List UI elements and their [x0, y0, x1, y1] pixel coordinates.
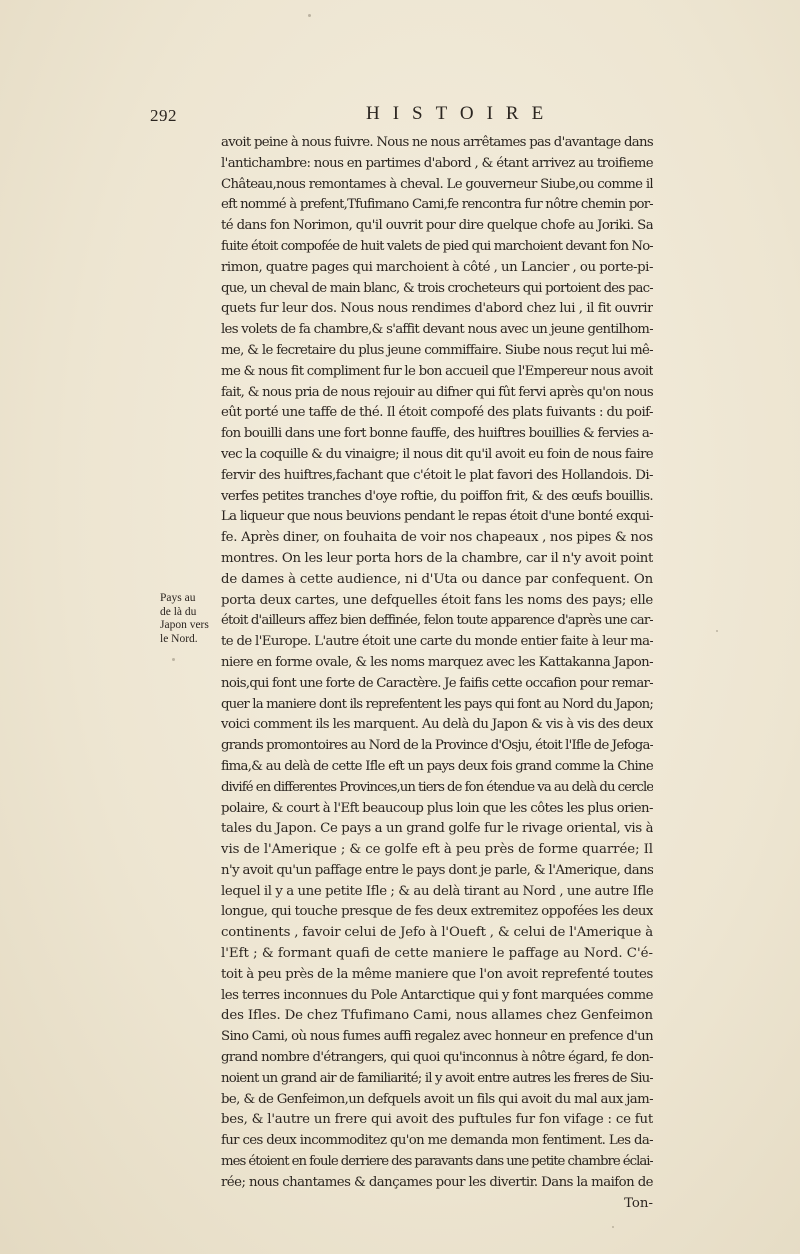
text-line: montres. On les leur porta hors de la chambre, car il n'y avoit point — [221, 550, 653, 566]
text-line: rée; nous chantames & dançames pour les divertir. Dans la maifon de — [221, 1174, 653, 1190]
text-line: niere en forme ovale, & les noms marquez avec les Kattakanna Japon- — [221, 654, 653, 670]
text-line: de dames à cette audience, ni d'Uta ou dance par confequent. On — [221, 571, 653, 587]
text-line: les volets de fa chambre,& s'affit devant nous avec un jeune gentilhom- — [221, 322, 653, 338]
text-line: fon bouilli dans une fort bonne fauffe, des huiftres bouillies & fervies a- — [221, 426, 653, 442]
paper-speck — [612, 1226, 614, 1228]
text-line: étoit d'ailleurs affez bien deffinée, felon toute apparence d'après une car- — [221, 613, 653, 629]
text-line: polaire, & court à l'Eft beaucoup plus loin que les côtes les plus orien- — [221, 800, 653, 816]
text-line: me & nous fit compliment fur le bon accueil que l'Empereur nous avoit — [221, 363, 653, 379]
margin-note-line: de là du — [160, 605, 197, 618]
text-line: lequel il y a une petite Ifle ; & au delà tirant au Nord , une autre Ifle — [221, 883, 653, 899]
text-line: noient un grand air de familiarité; il y avoit entre autres les freres de Siu- — [221, 1070, 653, 1086]
margin-note-line: Japon vers — [160, 619, 209, 631]
text-line: te de l'Europe. L'autre étoit une carte du monde entier faite à leur ma- — [221, 634, 653, 650]
text-line: rimon, quatre pages qui marchoient à côté , un Lancier , ou porte-pi- — [221, 259, 653, 275]
text-line: fur ces deux incommoditez qu'on me demanda mon fentiment. Les da- — [221, 1133, 653, 1149]
text-line: eût porté une taffe de thé. Il étoit compofé des plats fuivants : du poif- — [221, 405, 653, 421]
catchword: Ton- — [624, 1195, 653, 1211]
text-line: Sino Cami, où nous fumes auffi regalez avec honneur en prefence d'un — [221, 1029, 653, 1045]
text-line: fervir des huiftres,fachant que c'étoit le plat favori des Hollandois. Di- — [221, 467, 653, 483]
text-line: que, un cheval de main blanc, & trois crocheteurs qui portoient des pac- — [221, 280, 653, 296]
paper-speck — [308, 14, 311, 17]
body-text — [221, 133, 653, 1214]
text-line: toit à peu près de la même maniere que l'on avoit reprefenté toutes — [221, 966, 653, 982]
text-line: fe. Après diner, on fouhaita de voir nos chapeaux , nos pipes & nos — [221, 530, 653, 546]
text-line: té dans fon Norimon, qu'il ouvrit pour dire quelque chofe au Joriki. Sa — [221, 218, 653, 234]
paper-speck — [716, 630, 718, 632]
text-line: fuite étoit compofée de huit valets de pied qui marchoient devant fon No- — [221, 238, 653, 254]
text-line: quer la maniere dont ils reprefentent les pays qui font au Nord du Japon; — [221, 696, 653, 712]
text-line: des Ifles. De chez Tfufimano Cami, nous allames chez Genfeimon — [221, 1008, 653, 1024]
margin-note — [160, 592, 222, 646]
text-line: grand nombre d'étrangers, qui quoi qu'inconnus à nôtre égard, fe don- — [221, 1050, 653, 1066]
text-line: avoit peine à nous fuivre. Nous ne nous arrêtames pas d'avantage dans — [221, 135, 653, 150]
page-number: 292 — [150, 106, 177, 125]
text-line: La liqueur que nous beuvions pendant le repas étoit d'une bonté exqui- — [221, 509, 653, 525]
text-line: grands promontoires au Nord de la Province d'Osju, étoit l'Ifle de Jefoga- — [221, 738, 653, 754]
margin-note-line: Pays au — [160, 592, 196, 604]
text-line: nois,qui font une forte de Caractère. Je faifis cette occafion pour remar- — [221, 675, 653, 691]
text-line: longue, qui touche presque de fes deux extremitez oppofées les deux — [221, 904, 653, 920]
running-title: HISTOIRE — [366, 103, 557, 124]
text-line: me, & le fecretaire du plus jeune commiffaire. Siube nous reçut lui mê- — [221, 342, 653, 358]
text-line: bes, & l'autre un frere qui avoit des puftules fur fon vifage : ce fut — [221, 1112, 653, 1128]
text-line: n'y avoit qu'un paffage entre le pays dont je parle, & l'Amerique, dans — [221, 862, 653, 878]
text-line: vis de l'Amerique ; & ce golfe eft à peu près de forme quarrée; Il — [221, 842, 653, 858]
text-line: l'antichambre: nous en partimes d'abord , & étant arrivez au troifieme — [221, 155, 653, 171]
margin-note-line: le Nord. — [160, 632, 198, 645]
text-line: be, & de Genfeimon,un defquels avoit un fils qui avoit du mal aux jam- — [221, 1091, 653, 1107]
text-line: continents , favoir celui de Jefo à l'Oueft , & celui de l'Amerique à — [221, 925, 653, 941]
text-line: fima,& au delà de cette Ifle eft un pays deux fois grand comme la Chine — [221, 758, 653, 774]
text-line: eft nommé à prefent,Tfufimano Cami,fe rencontra fur nôtre chemin por- — [221, 197, 653, 213]
text-line: divifé en differentes Provinces,un tiers de fon étendue va au delà du cercle — [221, 779, 653, 795]
text-line: quets fur leur dos. Nous nous rendimes d'abord chez lui , il fit ouvrir — [221, 301, 653, 317]
paper-speck — [172, 658, 175, 661]
text-line: Château,nous remontames à cheval. Le gouverneur Siube,ou comme il — [221, 176, 653, 192]
text-line: porta deux cartes, une defquelles étoit fans les noms des pays; elle — [221, 592, 653, 608]
text-line: l'Eft ; & formant quafi de cette maniere le paffage au Nord. C'é- — [221, 946, 653, 962]
text-line: les terres inconnues du Pole Antarctique qui y font marquées comme — [221, 987, 653, 1003]
text-line: vec la coquille & du vinaigre; il nous dit qu'il avoit eu foin de nous faire — [221, 446, 653, 462]
text-line: fait, & nous pria de nous rejouir au difner qui fût fervi après qu'on nous — [221, 384, 653, 400]
text-line: voici comment ils les marquent. Au delà du Japon & vis à vis des deux — [221, 717, 653, 733]
text-line: tales du Japon. Ce pays a un grand golfe fur le rivage oriental, vis à — [221, 821, 653, 837]
text-line: verfes petites tranches d'oye roftie, du poiffon frit, & des œufs bouillis. — [221, 488, 653, 504]
text-line: mes étoient en foule derriere des paravants dans une petite chambre éclai- — [221, 1154, 653, 1170]
